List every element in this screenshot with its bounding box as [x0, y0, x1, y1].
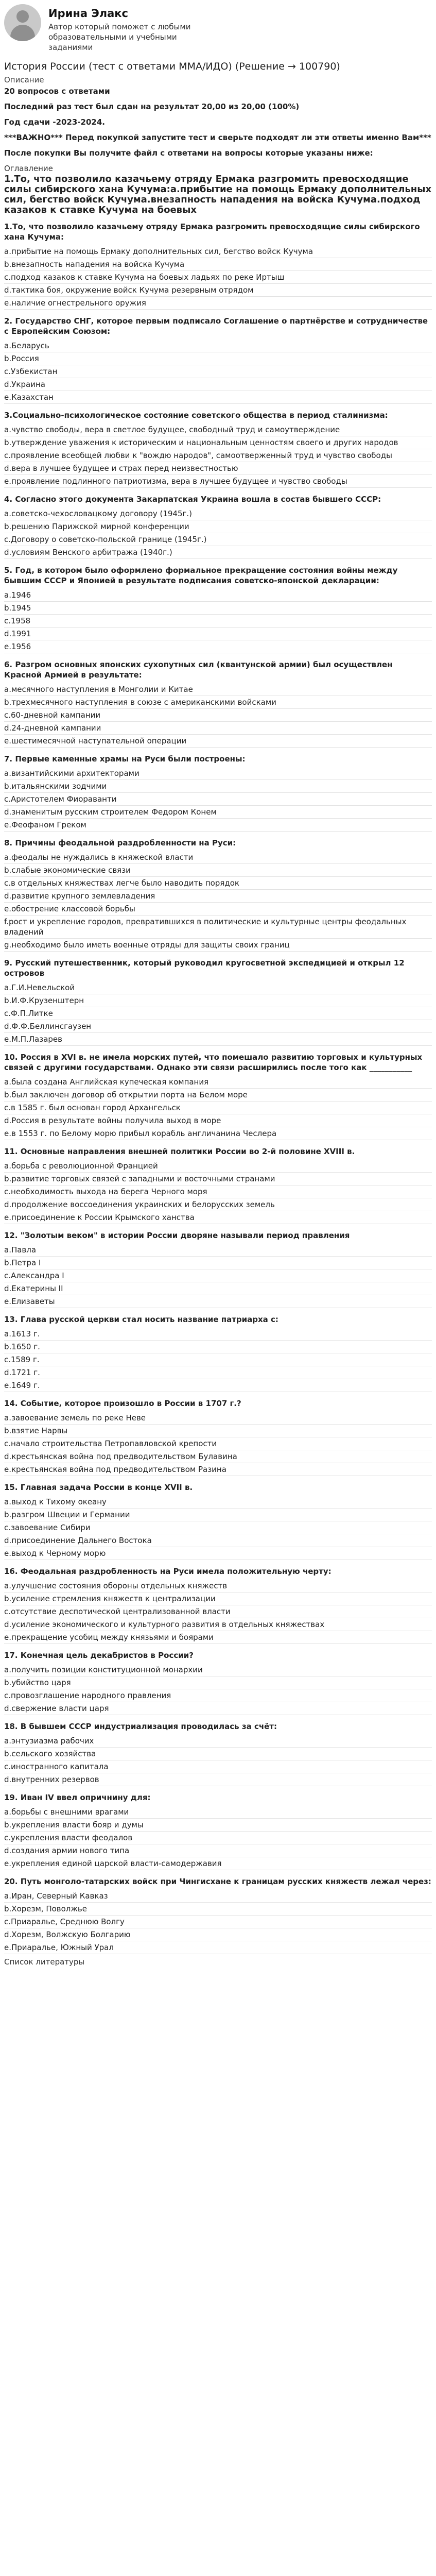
question-text: 7. Первые каменные храмы на Руси были построены:: [4, 754, 246, 764]
toc-label[interactable]: Оглавление: [4, 164, 53, 173]
answer-option: e.Казахстан: [4, 391, 432, 404]
answer-option: b.убийство царя: [4, 1676, 432, 1689]
answer-option: b.разгром Швеции и Германии: [4, 1509, 432, 1521]
question-text: 4. Согласно этого документа Закарпатская Украина вошла в состав бывшего СССР:: [4, 495, 381, 504]
question-block: [4, 1314, 432, 1392]
meta-line: Последний раз тест был сдан на результат 20,00 из 20,00 (100%): [4, 102, 300, 111]
answer-option: a.борьба с революционной Францией: [4, 1160, 432, 1173]
answer-option: e.в 1553 г. по Белому морю прибыл корабль англичанина Чеслера: [4, 1127, 432, 1140]
question-block: [4, 838, 432, 952]
question-block: [4, 1876, 432, 1954]
answer-option: d.Россия в результате войны получила выход в море: [4, 1114, 432, 1127]
question-block: [4, 1566, 432, 1644]
question-text: 1.То, что позволило казачьему отряду Ермака разгромить превосходящие силы сибирского хана Кучума:: [4, 222, 420, 242]
author-block: [4, 4, 432, 61]
answer-option: d.Екатерины II: [4, 1282, 432, 1295]
answer-option: b.утверждение уважения к историческим и национальным ценностям своего и других народов: [4, 436, 432, 449]
meta-line: 20 вопросов с ответами: [4, 87, 110, 96]
answer-option: e.шестимесячной наступательной операции: [4, 735, 432, 748]
question-block: [4, 754, 432, 832]
answer-option: d.знаменитым русским строителем Федором Конем: [4, 806, 432, 819]
answer-option: c.проявление всеобщей любви к "вождю народов", самоотверженный труд и чувство свободы: [4, 449, 432, 462]
answer-option: a.феодалы не нуждались в княжеской власти: [4, 851, 432, 864]
answer-option: d.Украина: [4, 378, 432, 391]
answer-option: c.завоевание Сибири: [4, 1521, 432, 1534]
answer-option: a.завоевание земель по реке Неве: [4, 1412, 432, 1425]
question-text: 13. Глава русской церкви стал носить название патриарха с:: [4, 1315, 278, 1324]
answer-option: b.был заключен договор об открытии порта на Белом море: [4, 1089, 432, 1101]
answer-option: e.наличие огнестрельного оружия: [4, 297, 432, 310]
answer-option: b.Россия: [4, 352, 432, 365]
answer-option: e.Елизаветы: [4, 1295, 432, 1308]
answer-option: c.Ф.П.Литке: [4, 1007, 432, 1020]
question-block: [4, 1721, 432, 1786]
references-label[interactable]: Список литературы: [4, 1957, 85, 1967]
page-title: История России (тест с ответами ММА/ИДО) (Решение → 100790): [4, 61, 340, 72]
answer-option: a.борьбы с внешними врагами: [4, 1806, 432, 1819]
question-text: 12. "Золотым веком" в истории России дворяне называли период правления: [4, 1231, 350, 1240]
answer-option: f.рост и укрепление городов, превратившихся в политические и культурные центры феодальных владений: [4, 916, 432, 939]
answer-option: c.в 1585 г. был основан город Архангельск: [4, 1101, 432, 1114]
question-text: 10. Россия в XVI в. не имела морских путей, что помешало развитию торговых и культурных связей с другими государствами. Однако эти связи расширились после того как ___________: [4, 1053, 423, 1072]
question-block: [4, 565, 432, 653]
answer-option: b.сельского хозяйства: [4, 1748, 432, 1760]
meta-line: После покупки Вы получите файл с ответами на вопросы которые указаны ниже:: [4, 148, 373, 158]
question-block: [4, 1482, 432, 1560]
answer-option: a.византийскими архитекторами: [4, 767, 432, 780]
answer-option: a.Г.И.Невельской: [4, 981, 432, 994]
question-text: 17. Конечная цель декабристов в России?: [4, 1651, 194, 1660]
answer-option: c.укрепления власти феодалов: [4, 1832, 432, 1844]
answer-option: e.обострение классовой борьбы: [4, 903, 432, 916]
answer-option: a.энтузиазма рабочих: [4, 1735, 432, 1748]
avatar[interactable]: [4, 4, 41, 41]
question-block: [4, 1792, 432, 1870]
author-info: [48, 4, 203, 53]
intro-question: 1.То, что позволило казачьему отряду Ермака разгромить превосходящие силы сибирского хана Кучума:а.прибытие на помощь Ермаку дополнительных сил, бегство войск Кучума.внезапность нападения на войска Кучума.подход казаков к ставке Кучума на боевых: [4, 174, 432, 215]
question-text: 19. Иван IV ввел опричнину для:: [4, 1793, 151, 1802]
question-text: 3.Социально-психологическое состояние советского общества в период сталинизма:: [4, 411, 388, 420]
author-name[interactable]: Ирина Элакс: [48, 7, 128, 20]
question-text: 8. Причины феодальной раздробленности на Руси:: [4, 838, 236, 848]
answer-option: c.1589 г.: [4, 1353, 432, 1366]
answer-option: a.Иран, Северный Кавказ: [4, 1890, 432, 1903]
answer-option: e.М.П.Лазарев: [4, 1033, 432, 1046]
question-text: 9. Русский путешественник, который руководил кругосветной экспедицией и открыл 12 островов: [4, 958, 405, 978]
answer-option: e.1956: [4, 640, 432, 653]
answer-option: e.проявление подлинного патриотизма, вера в лучшее будущее и чувство свободы: [4, 475, 432, 488]
question-block: [4, 1146, 432, 1224]
question-block: [4, 410, 432, 488]
answer-option: d.Ф.Ф.Беллинсгаузен: [4, 1020, 432, 1033]
answer-option: b.Петра I: [4, 1257, 432, 1269]
meta-line: ***ВАЖНО*** Перед покупкой запустите тест и сверьте подходят ли эти ответы именно Вам***: [4, 133, 431, 142]
question-block: [4, 659, 432, 748]
answer-option: a.Беларусь: [4, 340, 432, 352]
answer-option: e.Феофаном Греком: [4, 819, 432, 832]
answer-option: d.тактика боя, окружение войск Кучума резервным отрядом: [4, 284, 432, 297]
answer-option: g.необходимо было иметь военные отряды для защиты своих границ: [4, 939, 432, 952]
question-block: [4, 958, 432, 1046]
question-text: 11. Основные направления внешней политики России во 2-й половине XVIII в.: [4, 1147, 355, 1156]
question-text: 15. Главная задача России в конце XVII в.: [4, 1483, 193, 1492]
answer-option: c.в отдельных княжествах легче было наводить порядок: [4, 877, 432, 890]
questions-list: [4, 222, 432, 1954]
answer-option: b.внезапность нападения на войска Кучума: [4, 258, 432, 271]
answer-option: c.Александра I: [4, 1269, 432, 1282]
answer-option: d.крестьянская война под предводительством Булавина: [4, 1450, 432, 1463]
answer-option: d.свержение власти царя: [4, 1702, 432, 1715]
answer-option: e.присоединение к России Крымского ханства: [4, 1211, 432, 1224]
meta-line: Год сдачи -2023-2024.: [4, 117, 106, 127]
answer-option: b.Хорезм, Поволжье: [4, 1903, 432, 1916]
answer-option: d.присоединение Дальнего Востока: [4, 1534, 432, 1547]
answer-option: a.1946: [4, 589, 432, 602]
answer-option: b.слабые экономические связи: [4, 864, 432, 877]
author-description: Автор который поможет с любыми образовательными и учебными заданиями: [48, 22, 191, 52]
answer-option: b.развитие торговых связей с западными и восточными странами: [4, 1173, 432, 1185]
answer-option: c.иностранного капитала: [4, 1760, 432, 1773]
answer-option: a.советско-чехословацкому договору (1945г.): [4, 507, 432, 520]
answer-option: a.прибытие на помощь Ермаку дополнительных сил, бегство войск Кучума: [4, 245, 432, 258]
answer-option: c.провозглашение народного правления: [4, 1689, 432, 1702]
answer-option: d.продолжение воссоединения украинских и белорусских земель: [4, 1198, 432, 1211]
question-text: 18. В бывшем СССР индустриализация проводилась за счёт:: [4, 1722, 277, 1731]
avatar-head-icon: [16, 10, 29, 23]
answer-option: c.начало строительства Петропавловской крепости: [4, 1437, 432, 1450]
answer-option: e.Приаралье, Южный Урал: [4, 1941, 432, 1954]
answer-option: d.Хорезм, Волжскую Болгарию: [4, 1928, 432, 1941]
answer-option: c.Приаралье, Среднюю Волгу: [4, 1916, 432, 1928]
question-block: [4, 1230, 432, 1308]
question-text: 20. Путь монголо-татарских войск при Чингисхане к границам русских княжеств лежал через:: [4, 1877, 431, 1886]
question-text: 16. Феодальная раздробленность на Руси имела положительную черту:: [4, 1567, 332, 1576]
answer-option: b.И.Ф.Крузенштерн: [4, 994, 432, 1007]
question-block: [4, 1052, 432, 1140]
answer-option: a.получить позиции конституционной монархии: [4, 1664, 432, 1676]
answer-option: d.1721 г.: [4, 1366, 432, 1379]
answer-option: c.отсутствие деспотической централизованной власти: [4, 1605, 432, 1618]
answer-option: c.необходимость выхода на берега Черного моря: [4, 1185, 432, 1198]
answer-option: e.прекращение усобиц между князьями и боярами: [4, 1631, 432, 1644]
answer-option: b.трехмесячного наступления в союзе с американскими войсками: [4, 696, 432, 709]
answer-option: b.1650 г.: [4, 1341, 432, 1353]
question-text: 2. Государство СНГ, которое первым подписало Соглашение о партнёрстве и сотрудничестве с Европейским Союзом:: [4, 316, 428, 336]
answer-option: a.1613 г.: [4, 1328, 432, 1341]
question-block: [4, 222, 432, 310]
question-text: 5. Год, в котором было оформлено формальное прекращение состояния войны между бывшим СССР и Японией в результате подписания советско-японской декларации:: [4, 566, 398, 585]
answer-option: b.укрепления власти бояр и думы: [4, 1819, 432, 1832]
answer-option: a.выход к Тихому океану: [4, 1496, 432, 1509]
answer-option: d.условиям Венского арбитража (1940г.): [4, 546, 432, 559]
answer-option: a.улучшение состояния обороны отдельных княжеств: [4, 1580, 432, 1592]
meta-lines: [4, 87, 432, 158]
answer-option: e.выход к Черному морю: [4, 1547, 432, 1560]
answer-option: c.60-дневной кампании: [4, 709, 432, 722]
answer-option: d.вера в лучшее будущее и страх перед неизвестностью: [4, 462, 432, 475]
answer-option: a.чувство свободы, вера в светлое будущее, свободный труд и самоутверждение: [4, 423, 432, 436]
answer-option: d.24-дневной кампании: [4, 722, 432, 735]
question-text: 6. Разгром основных японских сухопутных сил (квантунской армии) был осуществлен Красной Армией в результате:: [4, 660, 393, 680]
answer-option: d.создания армии нового типа: [4, 1844, 432, 1857]
answer-option: d.1991: [4, 628, 432, 640]
answer-option: b.1945: [4, 602, 432, 615]
answer-option: b.решению Парижской мирной конференции: [4, 520, 432, 533]
answer-option: b.усиление стремления княжеств к централизации: [4, 1592, 432, 1605]
answer-option: a.была создана Английская купеческая компания: [4, 1076, 432, 1089]
answer-option: e.укрепления единой царской власти-самодержавия: [4, 1857, 432, 1870]
answer-option: c.Аристотелем Фиораванти: [4, 793, 432, 806]
question-block: [4, 1398, 432, 1476]
answer-option: b.взятие Нарвы: [4, 1425, 432, 1437]
answer-option: c.Узбекистан: [4, 365, 432, 378]
question-text: 14. Событие, которое произошло в России в 1707 г.?: [4, 1399, 241, 1408]
description-label: Описание: [4, 75, 44, 84]
question-block: [4, 316, 432, 404]
question-block: [4, 494, 432, 559]
answer-option: a.Павла: [4, 1244, 432, 1257]
answer-option: c.подход казаков к ставке Кучума на боевых ладьях по реке Иртыш: [4, 271, 432, 284]
answer-option: d.усиление экономического и культурного развития в отдельных княжествах: [4, 1618, 432, 1631]
answer-option: c.1958: [4, 615, 432, 628]
avatar-body-icon: [10, 25, 35, 41]
question-block: [4, 1650, 432, 1715]
answer-option: d.развитие крупного землевладения: [4, 890, 432, 903]
answer-option: a.месячного наступления в Монголии и Китае: [4, 683, 432, 696]
answer-option: e.крестьянская война под предводительством Разина: [4, 1463, 432, 1476]
answer-option: c.Договору о советско-польской границе (1945г.): [4, 533, 432, 546]
answer-option: d.внутренних резервов: [4, 1773, 432, 1786]
answer-option: e.1649 г.: [4, 1379, 432, 1392]
answer-option: b.итальянскими зодчими: [4, 780, 432, 793]
